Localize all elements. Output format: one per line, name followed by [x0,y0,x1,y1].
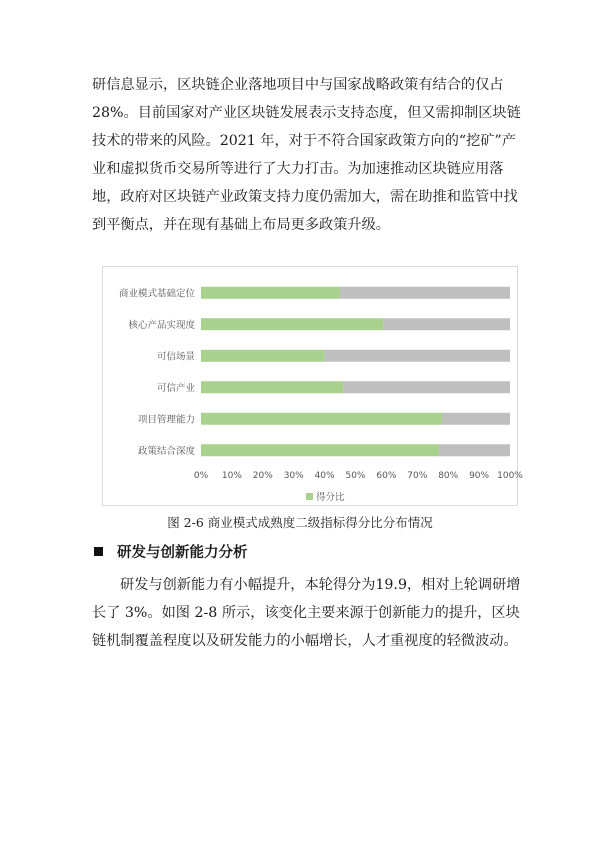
category-label-4: 项目管理能力 [137,414,195,426]
bar-remainder-1 [383,318,510,330]
square-bullet-icon [94,547,103,556]
x-tick-label-6: 60% [376,471,397,481]
body-paragraph-1: 研信息显示，区块链企业落地项目中与国家战略政策有结合的仅占28%。目前国家对产业区块链发展表示支持态度，但又需抑制区块链技术的带来的风险。2021 年，对于不符合国家政策方向的“挖矿”产业和虚拟货币交易所等进行了大力打击。为加速推动区块链应用落地，政府对区块链产业政策支持力度仍需加大，需在助推和监管中找到平衡点，并在现有基础上布局更多政策升级。 [92,77,521,233]
section-heading [94,541,248,562]
bar-remainder-0 [340,287,510,299]
bar-score-4 [201,413,442,425]
x-tick-label-9: 90% [469,471,490,481]
legend-swatch [306,493,313,500]
category-label-1: 核心产品实现度 [128,319,195,331]
x-tick-label-3: 30% [283,471,304,481]
bar-remainder-5 [439,444,510,456]
section-heading-text: 研发与创新能力分析 [117,544,248,561]
x-tick-label-5: 50% [345,471,366,481]
bar-chart [102,266,523,506]
bar-remainder-3 [343,381,510,393]
x-tick-label-4: 40% [314,471,335,481]
bar-remainder-2 [325,350,510,362]
legend-label: 得分比 [316,492,345,503]
chart-svg [103,267,523,505]
x-tick-label-0: 0% [193,471,209,481]
x-tick-label-1: 10% [221,471,242,481]
bar-score-0 [201,287,340,299]
x-tick-label-7: 70% [407,471,428,481]
figure-caption: 图 2-6 商业模式成熟度二级指标得分比分布情况 [167,515,433,530]
bar-score-1 [201,318,383,330]
category-label-0: 商业模式基础定位 [118,288,195,300]
category-label-2: 可信场景 [156,351,195,363]
bar-score-5 [201,444,439,456]
x-tick-label-2: 20% [252,471,273,481]
x-tick-label-8: 80% [438,471,459,481]
bar-remainder-4 [442,413,510,425]
x-tick-label-10: 100% [497,471,523,481]
category-label-5: 政策结合深度 [137,445,195,457]
body-paragraph-2: 研发与创新能力有小幅提升，本轮得分为19.9，相对上轮调研增长了 3%。如图 2-8 所示，该变化主要来源于创新能力的提升，区块链机制覆盖程度以及研发能力的小幅增长，人才重视度的轻微波动。 [92,577,521,649]
category-label-3: 可信产业 [156,382,195,394]
bar-score-2 [201,350,325,362]
bar-score-3 [201,381,343,393]
